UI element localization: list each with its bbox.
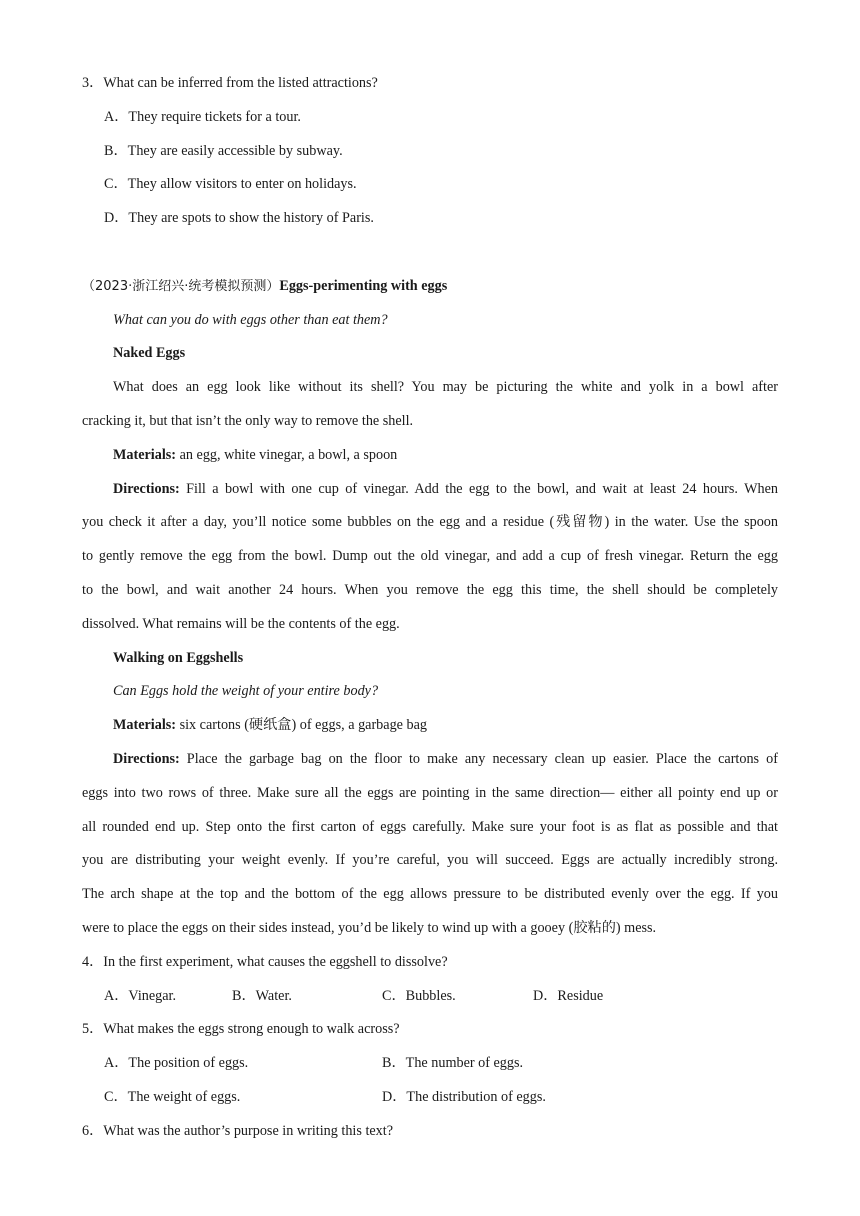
question-4-option-b: B．Water. — [232, 988, 292, 1004]
section-1-directions-line: to the bowl, and wait another 24 hours. When you remove the egg this time, the shell should be completely — [82, 582, 778, 598]
materials-text: six cartons (硬纸盒) of eggs, a garbage bag — [176, 717, 427, 733]
question-4-option-a: A．Vinegar. — [104, 988, 177, 1004]
question-3-stem: 3．What can be inferred from the listed attractions? — [82, 75, 378, 91]
question-5-option-c: C．The weight of eggs. — [104, 1089, 241, 1105]
passage-intro: What can you do with eggs other than eat them? — [113, 312, 388, 328]
passage-header — [82, 277, 447, 296]
section-1-para-line: cracking it, but that isn’t the only way to remove the shell. — [82, 413, 414, 429]
question-3-option-a: A．They require tickets for a tour. — [104, 109, 301, 125]
section-2-heading: Walking on Eggshells — [113, 650, 244, 666]
materials-text: an egg, white vinegar, a bowl, a spoon — [176, 447, 398, 463]
question-5-stem: 5．What makes the eggs strong enough to walk across? — [82, 1021, 400, 1037]
question-3-option-b: B．They are easily accessible by subway. — [104, 143, 343, 159]
section-1-directions-line: you check it after a day, you’ll notice some bubbles on the egg and a residue (残留物) in the water. Use the spoon — [82, 514, 778, 530]
section-2-directions-line: you are distributing your weight evenly. If you’re careful, you will succeed. Eggs are actually incredibly strong. — [82, 852, 778, 868]
section-1-para-line: What does an egg look like without its shell? You may be picturing the white and yolk in a bowl after — [113, 379, 778, 395]
directions-label: Directions: — [113, 481, 180, 497]
section-1-directions-line: to gently remove the egg from the bowl. Dump out the old vinegar, and add a cup of fresh vinegar. Return the egg — [82, 548, 778, 564]
section-2-directions-first: Directions: Place the garbage bag on the floor to make any necessary clean up easier. Place the cartons of — [113, 751, 778, 767]
question-6-stem: 6．What was the author’s purpose in writing this text? — [82, 1123, 394, 1139]
question-4-option-d: D．Residue — [533, 988, 604, 1004]
directions-label: Directions: — [113, 751, 180, 767]
question-4-option-c: C．Bubbles. — [382, 988, 456, 1004]
passage-title: Eggs-perimenting with eggs — [279, 278, 448, 294]
passage-source: （2023·浙江绍兴·统考模拟预测） — [82, 279, 280, 294]
section-2-directions-line: The arch shape at the top and the bottom of the egg allows pressure to be distributed evenly over the egg. If you — [82, 886, 778, 902]
section-2-directions-line: were to place the eggs on their sides instead, you’d be likely to wind up with a gooey (胶粘的) mess. — [82, 920, 657, 936]
section-2-question: Can Eggs hold the weight of your entire body? — [113, 683, 379, 699]
section-1-directions-line: dissolved. What remains will be the contents of the egg. — [82, 616, 400, 632]
section-2-directions-line: all rounded end up. Step onto the first carton of eggs carefully. Make sure your foot is as flat as possible and that — [82, 819, 778, 835]
section-2-directions-line: eggs into two rows of three. Make sure all the eggs are pointing in the same direction— either all pointy end up or — [82, 785, 778, 801]
question-5-option-b: B．The number of eggs. — [382, 1055, 524, 1071]
section-1-materials — [113, 446, 397, 464]
section-1-directions-first: Directions: Fill a bowl with one cup of vinegar. Add the egg to the bowl, and wait at least 24 hours. When — [113, 481, 778, 497]
question-5-option-d: D．The distribution of eggs. — [382, 1089, 546, 1105]
section-1-heading: Naked Eggs — [113, 345, 186, 361]
question-3-option-d: D．They are spots to show the history of Paris. — [104, 210, 374, 226]
question-5-option-a: A．The position of eggs. — [104, 1055, 249, 1071]
section-2-materials — [113, 716, 427, 734]
materials-label: Materials: — [113, 447, 177, 463]
question-4-stem: 4．In the first experiment, what causes the eggshell to dissolve? — [82, 954, 448, 970]
materials-label: Materials: — [113, 717, 177, 733]
question-3-option-c: C．They allow visitors to enter on holidays. — [104, 176, 357, 192]
